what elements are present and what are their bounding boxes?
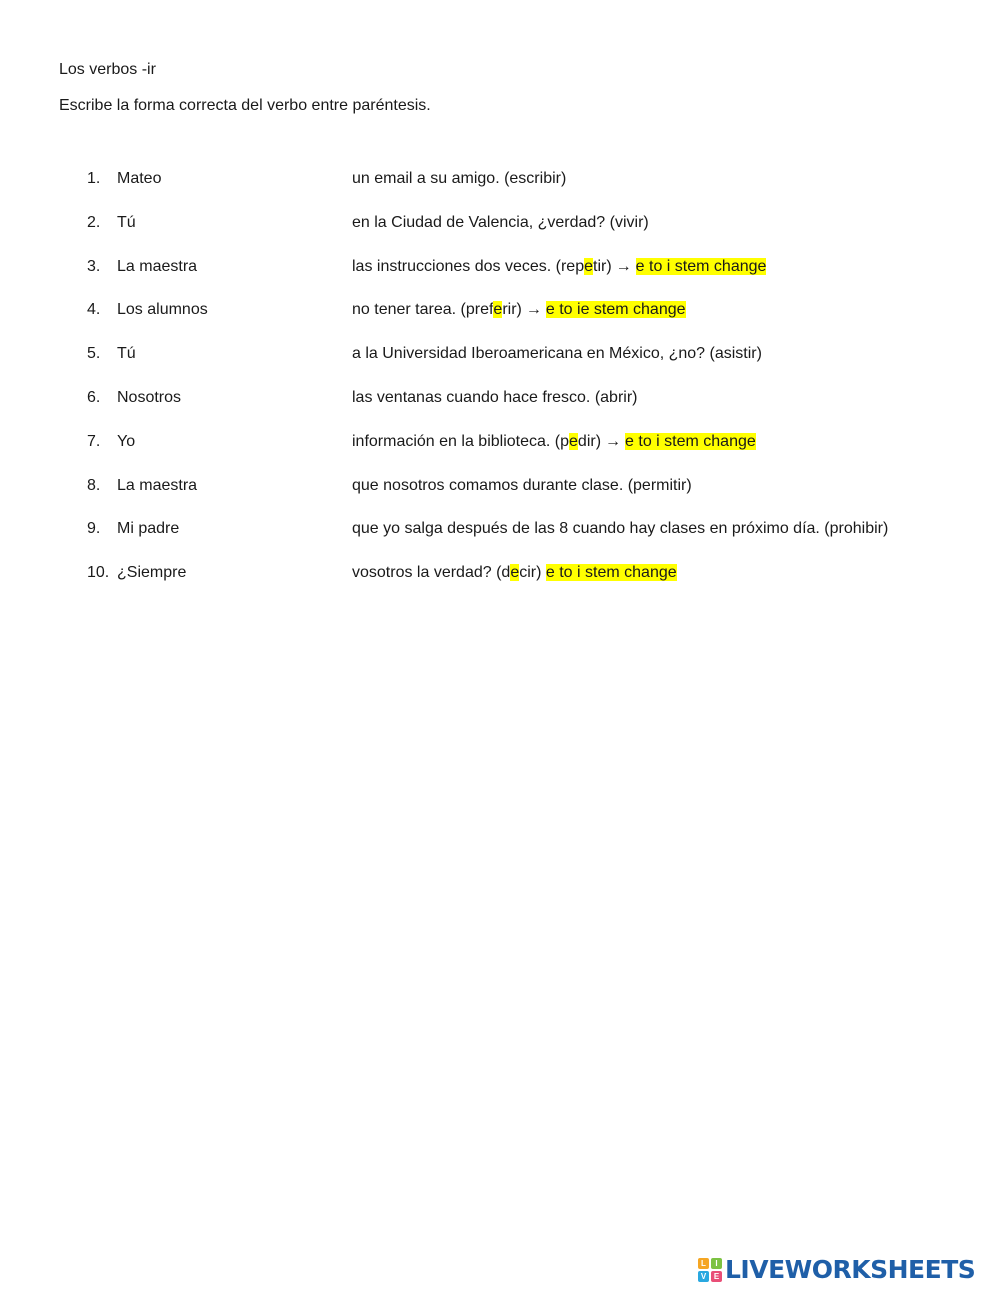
exercise-list — [0, 169, 1000, 607]
logo-mark-letter: L — [698, 1258, 709, 1269]
item-subject: ¿Siempre — [117, 564, 187, 582]
item-subject: Mateo — [117, 170, 162, 187]
item-number: 6. — [87, 388, 101, 406]
logo-mark-letter: I — [711, 1258, 722, 1269]
stem-letter-highlight: e — [584, 257, 594, 275]
arrow-icon: → — [525, 301, 542, 319]
item-sentence — [352, 563, 677, 583]
liveworksheets-logo — [698, 1256, 975, 1284]
exercise-item-4 — [0, 300, 1000, 344]
sentence-text: rir) — [502, 301, 522, 319]
item-subject: Nosotros — [117, 388, 182, 406]
stem-letter-highlight: e — [493, 301, 503, 319]
exercise-item-6 — [0, 388, 1000, 432]
item-sentence: que yo salga después de las 8 cuando hay clases en próximo día. (prohibir) — [352, 520, 889, 538]
item-sentence: las ventanas cuando hace fresco. (abrir) — [352, 388, 638, 406]
sentence-text: información en la biblioteca. (p — [352, 432, 570, 450]
item-sentence — [352, 257, 766, 277]
stem-letter-highlight: e — [510, 564, 520, 582]
item-number: 2. — [87, 213, 101, 231]
exercise-item-7 — [0, 432, 1000, 476]
exercise-item-5 — [0, 344, 1000, 388]
sentence-text: cir) — [519, 564, 542, 582]
exercise-item-9 — [0, 519, 1000, 563]
exercise-item-2 — [0, 213, 1000, 257]
item-sentence: un email a su amigo. (escribir) — [352, 170, 567, 187]
logo-text: LIVEWORKSHEETS — [725, 1255, 976, 1284]
sentence-text: las instrucciones dos veces. (rep — [352, 257, 585, 275]
sentence-text: vosotros la verdad? (d — [352, 564, 511, 582]
logo-mark-icon — [698, 1258, 722, 1282]
stem-letter-highlight: e — [569, 432, 578, 450]
arrow-icon: → — [605, 432, 622, 450]
stem-change-note: e to i stem change — [545, 564, 677, 582]
sentence-text: dir) — [577, 432, 602, 450]
item-sentence: a la Universidad Iberoamericana en México, ¿no? (asistir) — [352, 345, 762, 363]
item-sentence — [352, 300, 686, 320]
item-subject: Yo — [117, 432, 136, 450]
item-subject: Tú — [117, 345, 136, 363]
worksheet-instructions: Escribe la forma correcta del verbo entre paréntesis. — [59, 97, 431, 114]
item-subject: La maestra — [117, 257, 198, 275]
arrow-icon: → — [615, 257, 632, 275]
item-number: 10. — [87, 564, 110, 582]
item-number: 1. — [87, 170, 101, 187]
stem-change-note: e to i stem change — [625, 432, 756, 450]
stem-change-note: e to i stem change — [635, 257, 767, 275]
logo-mark-letter: V — [698, 1271, 709, 1282]
item-subject: La maestra — [117, 476, 198, 494]
stem-change-note: e to ie stem change — [545, 301, 686, 319]
item-sentence — [352, 432, 756, 452]
sentence-text: tir) — [593, 257, 612, 275]
item-subject: Mi padre — [117, 520, 180, 538]
item-number: 4. — [87, 301, 101, 319]
item-number: 8. — [87, 476, 101, 494]
sentence-text: no tener tarea. (pref — [352, 301, 494, 319]
worksheet-title: Los verbos -ir — [59, 61, 156, 78]
item-number: 7. — [87, 432, 101, 450]
logo-mark-letter: E — [711, 1271, 722, 1282]
item-number: 9. — [87, 520, 101, 538]
exercise-item-3 — [0, 257, 1000, 301]
item-subject: Tú — [117, 213, 136, 231]
exercise-item-10 — [0, 563, 1000, 607]
exercise-item-1 — [0, 169, 1000, 213]
item-number: 3. — [87, 257, 101, 275]
item-number: 5. — [87, 345, 101, 363]
item-sentence: que nosotros comamos durante clase. (permitir) — [352, 476, 692, 494]
exercise-item-8 — [0, 476, 1000, 520]
item-subject: Los alumnos — [117, 301, 208, 319]
item-sentence: en la Ciudad de Valencia, ¿verdad? (vivir) — [352, 213, 649, 231]
